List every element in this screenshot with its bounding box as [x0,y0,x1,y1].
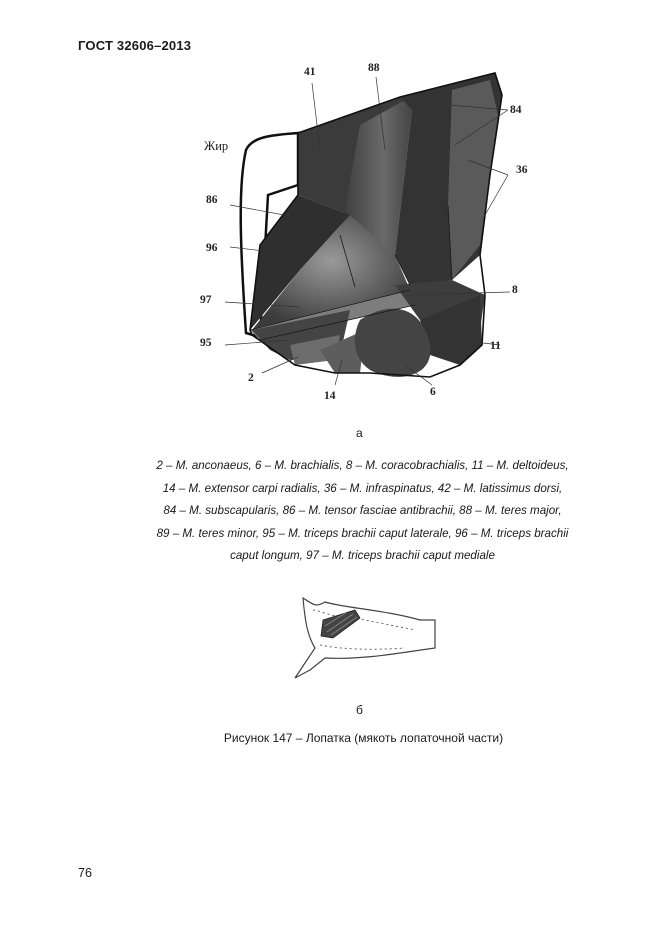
shoulder-highlight [321,610,360,638]
legend-line: 89 – M. teres minor, 95 – M. triceps brachii caput laterale, 96 – M. triceps brachii [156,526,569,540]
label-96: 96 [206,242,218,254]
label-14: 14 [324,390,336,402]
carcass-outline [295,598,435,678]
muscle-6 [355,309,431,377]
label-88: 88 [368,62,380,74]
figure-legend [110,455,615,568]
legend-line: 14 – M. extensor carpi radialis, 36 – M. infraspinatus, 42 – M. latissimus dorsi, [162,481,563,495]
label-41: 41 [304,66,316,78]
label-8: 8 [512,284,518,296]
figure-a-sublabel: а [356,426,363,440]
label-97: 97 [200,294,212,306]
label-84: 84 [510,104,522,116]
figure-a-drawing [190,55,550,415]
label-6: 6 [430,386,436,398]
figure-a-shoulder-muscles [190,55,550,415]
label-86: 86 [206,194,218,206]
figure-b-sublabel: б [356,703,363,717]
page-number: 76 [78,866,92,880]
figure-b-drawing [285,590,440,685]
legend-line: 2 – M. anconaeus, 6 – M. brachialis, 8 – M. coracobrachialis, 11 – M. deltoideus, [156,459,569,472]
label-11: 11 [490,340,501,352]
legend-line: 84 – M. subscapularis, 86 – M. tensor fasciae antibrachii, 88 – M. teres major, [163,504,562,518]
label-95: 95 [200,337,212,349]
label-36: 36 [516,164,528,176]
legend-line: caput longum, 97 – M. triceps brachii caput mediale [230,549,495,563]
figure-caption: Рисунок 147 – Лопатка (мякоть лопаточной части) [223,731,504,745]
muscle-36 [448,80,498,280]
label-2: 2 [248,372,254,384]
figure-b-carcass-location [285,590,440,685]
label-fat: Жир [204,139,229,153]
document-header: ГОСТ 32606–2013 [78,38,192,53]
